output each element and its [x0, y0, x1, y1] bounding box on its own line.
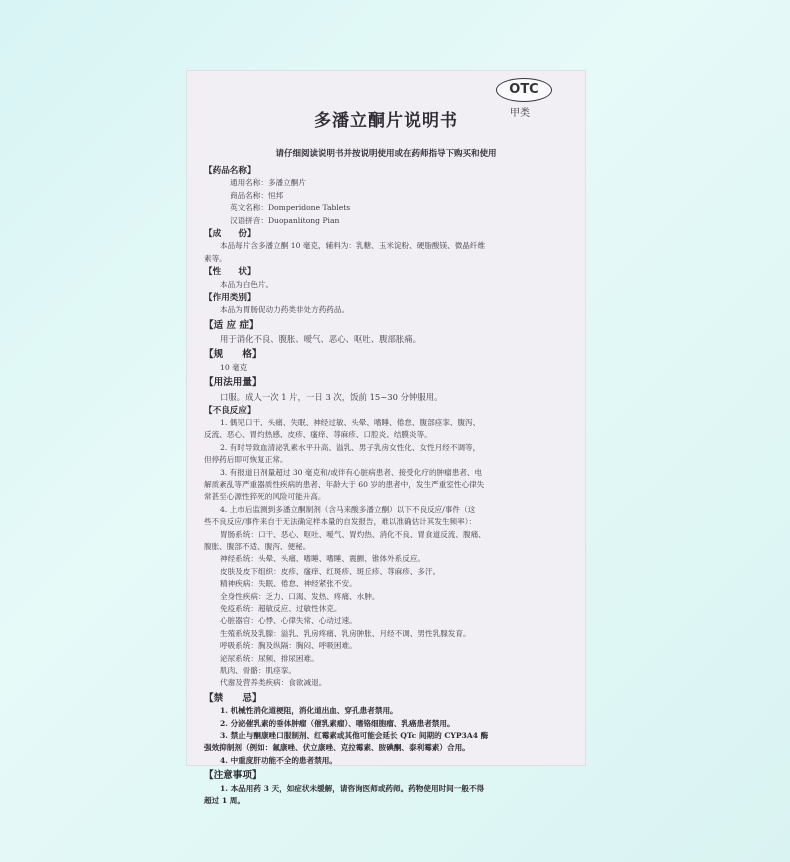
section-header-adverse: 【不良反应】	[204, 405, 256, 416]
category-text: 本品为胃肠促动力药类非处方药药品。	[220, 305, 350, 315]
adverse-item: 全身性疾病：乏力、口渴、发热、疼痛、水肿。	[220, 591, 380, 601]
contra-item-cont: 强效抑制剂（例如：氟康唑、伏立康唑、克拉霉素、胺碘酮、泰利霉素）合用。	[204, 743, 470, 753]
adverse-p3: 3. 有报道日剂量超过 30 毫克和/或伴有心脏病患者、接受化疗的肿瘤患者、电	[220, 467, 483, 477]
english-name: 英文名称：Domperidone Tablets	[230, 203, 351, 213]
precaution-item: 1. 本品用药 3 天，如症状未缓解，请咨询医师或药师。药物使用时间一般不得	[220, 783, 485, 793]
leaflet-paper	[186, 70, 586, 806]
adverse-item: 腹胀、腹部不适、腹泻、便秘。	[204, 541, 311, 551]
precaution-item-cont: 超过 1 周。	[204, 796, 245, 806]
adverse-item: 肌肉、骨骼：肌痉挛。	[220, 666, 296, 676]
dosage-text: 口服。成人一次 1 片，一日 3 次，饭前 15~30 分钟服用。	[220, 391, 443, 402]
adverse-item: 精神疾病：失眠、倦怠、神经紧张不安。	[220, 579, 357, 589]
generic-name: 通用名称：多潘立酮片	[230, 178, 306, 188]
adverse-p1: 1. 偶见口干、头痛、失眠、神经过敏、头晕、嗜睡、倦怠、腹部痉挛、腹泻、	[220, 417, 481, 427]
adverse-item: 皮肤及皮下组织：皮疹、瘙痒、红斑疹、斑丘疹、荨麻疹、多汗。	[220, 566, 441, 576]
otc-grade: 甲类	[510, 108, 530, 119]
adverse-item: 呼吸系统：胸及纵隔：胸闷、呼吸困难。	[220, 641, 357, 651]
section-header-contraindications: 【禁 忌】	[204, 692, 262, 704]
section-header-category: 【作用类别】	[204, 293, 256, 304]
trade-name: 商品名称：恒邦	[230, 190, 284, 200]
section-header-composition: 【成 份】	[204, 229, 256, 240]
adverse-item: 免疫系统：超敏反应、过敏性休克。	[220, 604, 342, 613]
section-header-dosage: 【用法用量】	[204, 377, 262, 389]
adverse-item: 代谢及营养类疾病：食欲减退。	[220, 678, 327, 688]
section-header-appearance: 【性 状】	[204, 267, 256, 278]
adverse-item: 心脏器官：心悸、心律失常、心动过速。	[220, 616, 357, 626]
contra-item: 3. 禁止与酮康唑口服制剂、红霉素或其他可能会延长 QTc 间期的 CYP3A4 酶	[220, 731, 489, 741]
adverse-item: 胃肠系统：口干、恶心、呕吐、嗳气、胃灼热、消化不良、胃食道反流、腹痛、	[220, 529, 486, 539]
adverse-p2-cont: 但停药后即可恢复正常。	[204, 455, 288, 465]
composition-text-cont: 素等。	[204, 253, 227, 263]
leaflet-body	[204, 164, 576, 808]
section-header-name: 【药品名称】	[204, 166, 256, 176]
adverse-p4-cont: 些不良反应/事件来自于无法确定样本量的自发报告，难以准确估计其发生频率）：	[204, 517, 477, 527]
adverse-p2: 2. 有时导致血清泌乳素水平升高、溢乳、男子乳房女性化、女性月经不调等，	[220, 442, 481, 452]
adverse-p1-cont: 反流、恶心、胃灼热感、皮疹、瘙痒、荨麻疹、口腔炎、结膜炎等。	[204, 430, 432, 440]
spec-text: 10 毫克	[220, 362, 248, 372]
adverse-p3-cont: 解质紊乱等严重器质性疾病的患者、年龄大于 60 岁的患者中，发生严重室性心律失	[204, 479, 485, 489]
contra-item: 1. 机械性消化道梗阻，消化道出血、穿孔患者禁用。	[220, 706, 398, 716]
section-header-spec: 【规 格】	[204, 349, 262, 361]
indications-text: 用于消化不良、腹胀、嗳气、恶心、呕吐、腹部胀痛。	[220, 334, 421, 345]
adverse-p3-cont2: 常甚至心源性猝死的风险可能升高。	[204, 492, 326, 502]
adverse-item: 泌尿系统：尿频、排尿困难。	[220, 653, 319, 663]
adverse-p4: 4. 上市后监测到多潘立酮制剂（含马来酸多潘立酮）以下不良反应/事件（这	[220, 504, 476, 514]
adverse-item: 神经系统：头晕、头痛、嗜睡、嗜睡、震颤、锥体外系反应。	[220, 554, 426, 564]
contra-item: 4. 中重度肝功能不全的患者禁用。	[220, 755, 337, 765]
composition-text: 本品每片含多潘立酮 10 毫克，辅料为：乳糖、玉米淀粉、硬脂酸镁、微晶纤维	[220, 241, 486, 251]
usage-notice: 请仔细阅读说明书并按说明使用或在药师指导下购买和使用	[275, 149, 497, 159]
otc-badge: OTC	[496, 78, 552, 102]
appearance-text: 本品为白色片。	[220, 279, 274, 289]
pinyin-name: 汉语拼音：Duopanlitong Pian	[230, 215, 340, 225]
document-title: 多潘立酮片说明书	[314, 111, 458, 131]
section-header-indications: 【适 应 症】	[204, 319, 259, 331]
adverse-item: 生殖系统及乳腺：溢乳、乳房疼痛、乳房肿胀、月经不调、男性乳腺发育。	[220, 628, 471, 638]
section-header-precautions: 【注意事项】	[204, 770, 262, 782]
contra-item: 2. 分泌催乳素的垂体肿瘤（催乳素瘤）、嗜铬细胞瘤、乳癌患者禁用。	[220, 718, 455, 728]
